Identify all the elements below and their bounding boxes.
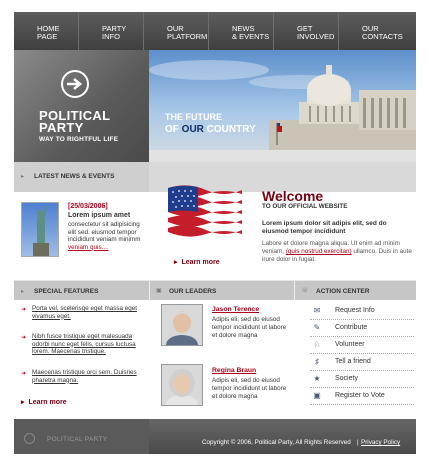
logo-name-line: PARTY xyxy=(39,120,84,135)
nav-label: INVOLVED xyxy=(297,32,335,41)
footer xyxy=(14,419,416,454)
leader-bio: Adipis eli, sed do eiusod tempor incididunt ut labore et dolore magna xyxy=(212,316,287,339)
welcome-inline-link[interactable]: (quis nostrud exercitan) xyxy=(285,248,352,255)
bullet-icon: ➜ xyxy=(21,335,27,341)
news-thumbnail[interactable] xyxy=(21,202,59,257)
footer-separator: | xyxy=(357,439,359,446)
computer-icon: ▣ xyxy=(313,391,321,400)
man-portrait-image xyxy=(162,305,202,345)
nav-label: CONTACTS xyxy=(362,32,403,41)
action-label: Request Info xyxy=(335,307,375,314)
leader-name-link[interactable]: Regina Braun xyxy=(212,367,257,374)
feature-link[interactable]: Maecenas tristique orci sem. Duisries pharetra magna. xyxy=(32,369,137,384)
nav-label: OUR xyxy=(362,24,379,33)
nav-label: HOME xyxy=(37,24,60,33)
page xyxy=(14,12,416,454)
leader-name-link[interactable]: Jason Terence xyxy=(212,306,260,313)
hero-prefix: OF xyxy=(165,124,182,135)
logo-panel[interactable] xyxy=(14,50,149,162)
logo-slogan: WAY TO RIGHTFUL LIFE xyxy=(39,136,119,143)
volunteer-icon: ♘ xyxy=(313,340,321,349)
megaphone-icon: ♯ xyxy=(315,357,319,366)
action-register-to-vote[interactable] xyxy=(310,388,414,405)
logo-name xyxy=(39,110,110,134)
news-section-title: LATEST NEWS & EVENTS xyxy=(34,173,115,180)
bullet-arrow-icon: ▸ xyxy=(21,289,25,295)
header xyxy=(14,50,416,162)
logo-name-line: POLITICAL xyxy=(39,108,111,123)
nav-label: NEWS xyxy=(232,24,255,33)
special-features-title: SPECIAL FEATURES xyxy=(34,288,99,295)
statue-of-liberty-image xyxy=(22,203,58,256)
nav-news-events[interactable] xyxy=(209,12,274,50)
action-society[interactable] xyxy=(310,371,414,388)
welcome-subtitle: TO OUR OFFICIAL WEBSITE xyxy=(262,203,348,210)
action-tell-a-friend[interactable] xyxy=(310,354,414,371)
bullet-arrow-icon: ▸ xyxy=(21,174,25,180)
feature-link[interactable]: Porta vel, scelerisge eget massa eget vivamus eget. xyxy=(32,305,138,320)
feature-link[interactable]: Nibh fusce tristique eget malesuada odorbi nunc eget felis, cursus luctusa lorem. Maecenas tristique. xyxy=(32,333,136,355)
action-contribute[interactable] xyxy=(310,320,414,337)
footer-logo-icon xyxy=(24,433,35,444)
bullet-icon: ➜ xyxy=(21,307,27,313)
news-date: [25/03/2006] xyxy=(68,203,108,210)
nav-party-info[interactable] xyxy=(79,12,144,50)
leader-bio: Adipis eli, sed do eiusod tempor incididunt ut labore et dolore magna xyxy=(212,377,287,400)
footer-brand: POLITICAL PARTY xyxy=(47,436,108,443)
nav-label: PARTY xyxy=(102,24,127,33)
nav-label: INFO xyxy=(102,32,120,41)
hero-highlight: OUR xyxy=(181,124,204,135)
features-learn-more-link[interactable]: ▸ Learn more xyxy=(21,398,67,406)
welcome-title: Welcome xyxy=(262,188,324,204)
leaders-icon: ▣ xyxy=(156,288,162,294)
news-read-more-link[interactable]: veniam quis.... xyxy=(68,243,109,251)
welcome-bold-text: Lorem ipsum dolor sit adipis elit, sed do eiusmod tempor incididunt xyxy=(262,220,387,235)
hero-title-line1: THE FUTURE xyxy=(165,112,222,122)
nav-get-involved[interactable] xyxy=(274,12,339,50)
action-center-title: ACTION CENTER xyxy=(316,288,370,295)
copyright-text: Copyright © 2006, Political Party, All Rights Reserved xyxy=(202,439,351,446)
society-icon: ★ xyxy=(313,374,321,383)
nav-platform[interactable] xyxy=(144,12,209,50)
envelope-icon: ✉ xyxy=(313,306,321,315)
nav-label: GET xyxy=(297,24,313,33)
top-navigation xyxy=(14,12,416,50)
nav-label: & EVENTS xyxy=(232,32,270,41)
action-label: Volunteer xyxy=(335,341,365,348)
arrow-logo-icon xyxy=(61,70,89,98)
hero-title-line2 xyxy=(165,124,256,135)
action-label: Tell a friend xyxy=(335,358,371,365)
section-header-bar xyxy=(14,280,416,300)
hero-suffix: COUNTRY xyxy=(203,124,256,135)
divider xyxy=(149,281,150,301)
nav-label: PLATFORM xyxy=(167,32,208,41)
nav-label: OUR xyxy=(167,24,184,33)
divider xyxy=(294,281,295,301)
nav-label: PAGE xyxy=(37,32,58,41)
leader-photo[interactable] xyxy=(161,304,203,346)
news-headline: Lorem ipsum amet xyxy=(68,212,131,219)
privacy-policy-link[interactable]: Privacy Policy xyxy=(361,439,401,446)
usa-flag-image xyxy=(164,178,244,243)
news-body: consectetur sit adipisicing elit sed. eiusmod tempor incididunt veniam minimm xyxy=(68,221,141,243)
welcome-learn-more-link[interactable]: ▸ Learn more xyxy=(174,258,220,266)
our-leaders-title: OUR LEADERS xyxy=(169,288,217,295)
nav-contacts[interactable] xyxy=(339,12,404,50)
welcome-text xyxy=(262,240,412,264)
action-volunteer[interactable] xyxy=(310,337,414,354)
woman-portrait-image xyxy=(162,365,202,405)
welcome-text-part: Labore et dolore magna aliqua. Ut enim ad minim veniam, xyxy=(262,240,400,255)
capitol-building-image xyxy=(149,50,416,162)
hero-banner xyxy=(149,50,416,162)
phone-icon: ☏ xyxy=(301,288,309,294)
news-header xyxy=(14,162,149,192)
footer-brand-panel xyxy=(14,419,149,454)
action-label: Society xyxy=(335,375,358,382)
news-text xyxy=(68,221,148,251)
action-label: Contribute xyxy=(335,324,368,331)
welcome-text-part: ullamco. Duis in aute irure dolor in fugiat. xyxy=(262,248,412,263)
leader-photo[interactable] xyxy=(161,364,203,406)
action-label: Register to Vote xyxy=(335,392,385,399)
bullet-icon: ➜ xyxy=(21,371,27,377)
contribute-icon: ✎ xyxy=(313,323,321,332)
nav-home[interactable] xyxy=(14,12,79,50)
action-request-info[interactable] xyxy=(310,303,414,320)
